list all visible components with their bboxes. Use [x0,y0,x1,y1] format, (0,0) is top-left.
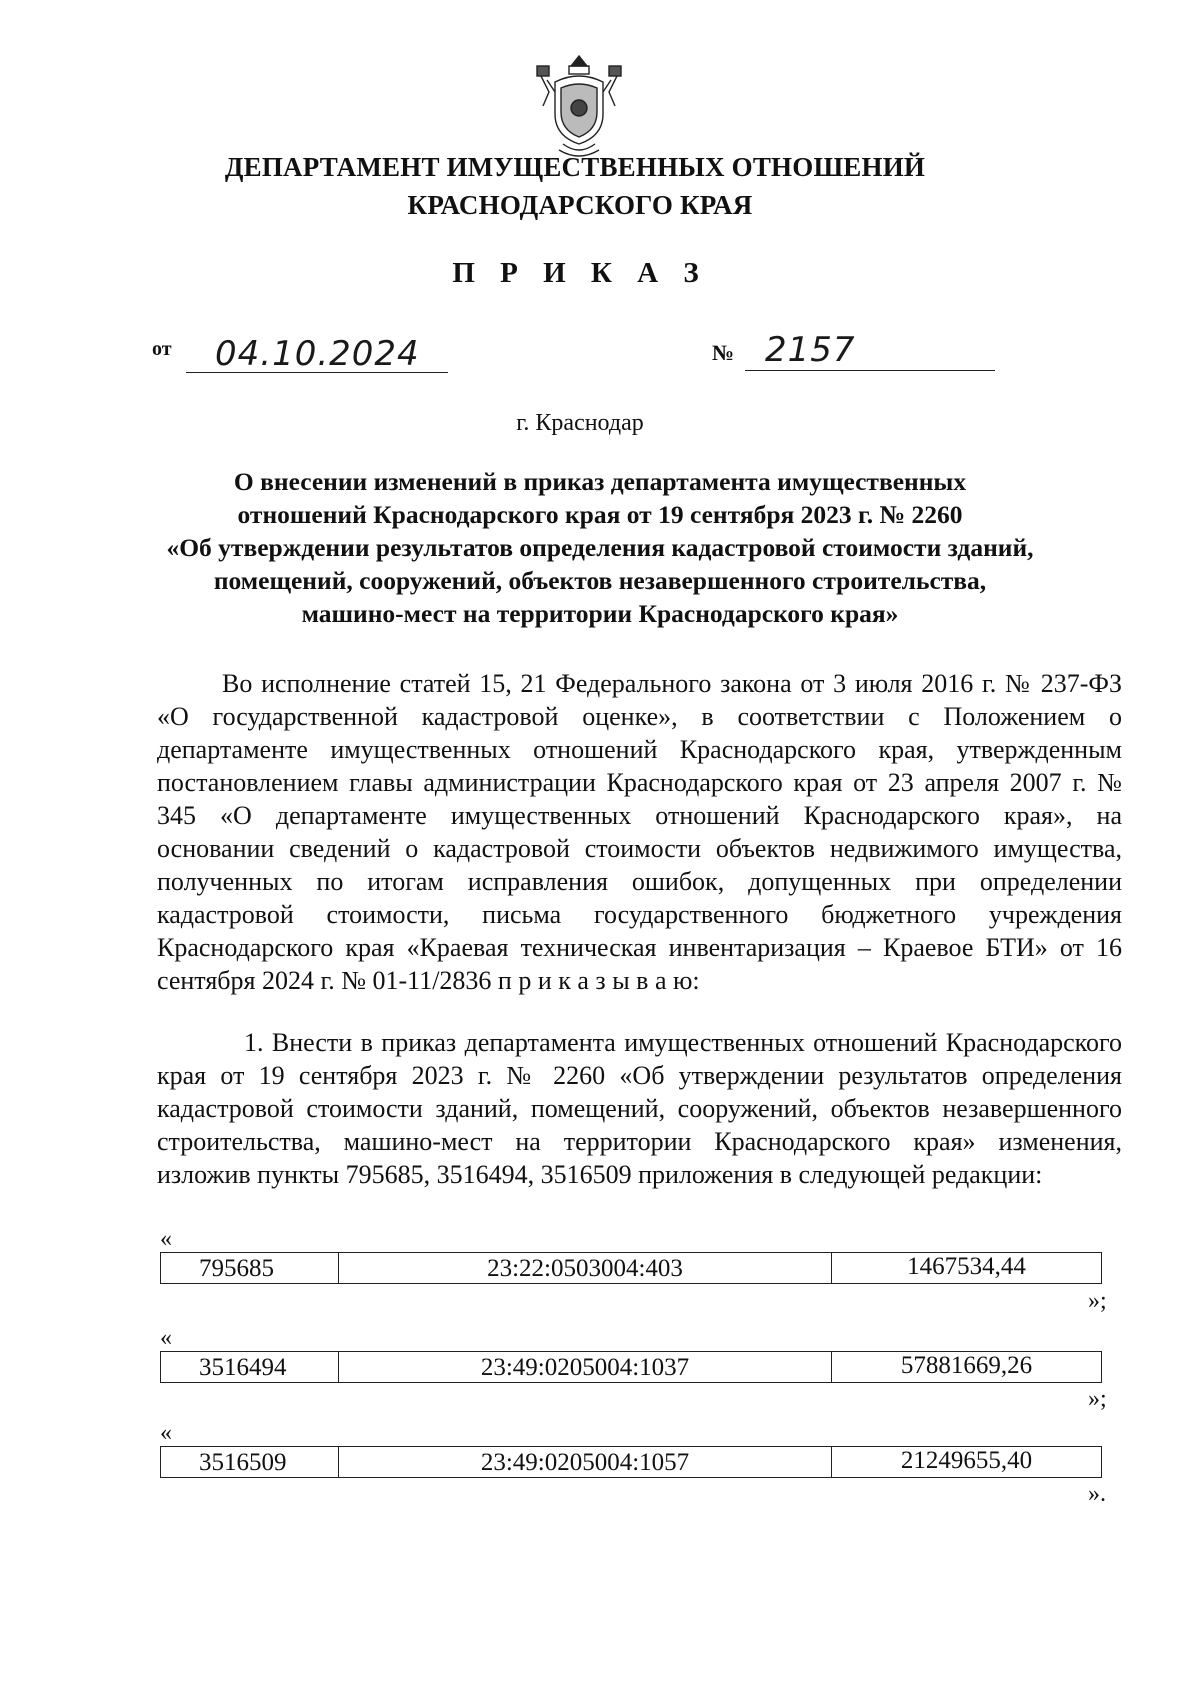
cadastral-number-cell: 23:49:0205004:1057 [339,1447,832,1478]
row-number-cell: 3516494 [161,1352,339,1383]
open-quote: « [160,1420,172,1446]
coat-of-arms-icon [533,52,625,162]
handwritten-date: 04.10.2024 [215,334,420,374]
department-name-line1: ДЕПАРТАМЕНТ ИМУЩЕСТВЕННЫХ ОТНОШЕНИЙ [224,152,926,182]
cadastral-number-cell: 23:22:0503004:403 [339,1253,832,1284]
table-row [161,1253,1102,1284]
table-row [161,1352,1102,1383]
cadastral-number-cell: 23:49:0205004:1037 [339,1352,832,1383]
table-row [161,1447,1102,1478]
city: г. Краснодар [516,410,644,436]
open-quote: « [160,1226,172,1252]
preamble-paragraph: Во исполнение статей 15, 21 Федерального закона от 3 июля 2016 г. № 237-ФЗ «О государственной кадастровой оценке», в соответствии с Положением о департаменте имущественных отношений Краснодарского края, утвержденным постановлением главы администрации Краснодарского края от 23 апреля 2007 г. № 345 «О департаменте имущественных отношений Краснодарского края», на основании сведений о кадастровой стоимости объектов недвижимого имущества, полученных по итогам исправления ошибок, допущенных при определении кадастровой стоимости, письма государственного бюджетного учреждения Краснодарского края «Краевая техническая инвентаризация – Краевое БТИ» от 16 сентября 2024 г. № 01-11/2836 п р и к а з ы в а ю: [157,669,1122,995]
heading-line: О внесении изменений в приказ департамента имущественных [233,467,967,496]
amendment-table-3 [160,1446,1102,1478]
close-quote: »; [1088,1288,1107,1314]
number-underline [745,370,995,371]
cadastral-value-cell: 21249655,40 [832,1447,1102,1478]
close-quote: ». [1088,1481,1106,1507]
heading-line: помещений, сооружений, объектов незавершенного строительства, [213,566,987,595]
handwritten-number: 2157 [765,330,856,370]
order-title: П Р И К А З [452,257,708,289]
row-number-cell: 3516509 [161,1447,339,1478]
heading-line: «Об утверждении результатов определения кадастровой стоимости зданий, [166,533,1034,562]
date-prefix: от [152,338,172,360]
cadastral-value-cell: 1467534,44 [832,1253,1102,1284]
department-name-line2: КРАСНОДАРСКОГО КРАЯ [407,190,753,220]
amendment-table-1 [160,1252,1102,1284]
order-heading [150,465,1050,630]
heading-line: отношений Краснодарского края от 19 сентября 2023 г. № 2260 [237,500,963,529]
amendment-table-2 [160,1351,1102,1383]
cadastral-value-cell: 57881669,26 [832,1352,1102,1383]
clause-1-paragraph: 1. Внести в приказ департамента имущественных отношений Краснодарского края от 19 сентября 2023 г. № 2260 «Об утверждении результатов определения кадастровой стоимости зданий, помещений, сооружений, объектов незавершенного строительства, машино-мест на территории Краснодарского края» изменения, изложив пункты 795685, 3516494, 3516509 приложения в следующей редакции: [157,1028,1122,1189]
heading-line: машино-мест на территории Краснодарского края» [301,599,899,628]
close-quote: »; [1088,1386,1107,1412]
row-number-cell: 795685 [161,1253,339,1284]
open-quote: « [160,1325,172,1351]
number-prefix: № [712,340,735,365]
